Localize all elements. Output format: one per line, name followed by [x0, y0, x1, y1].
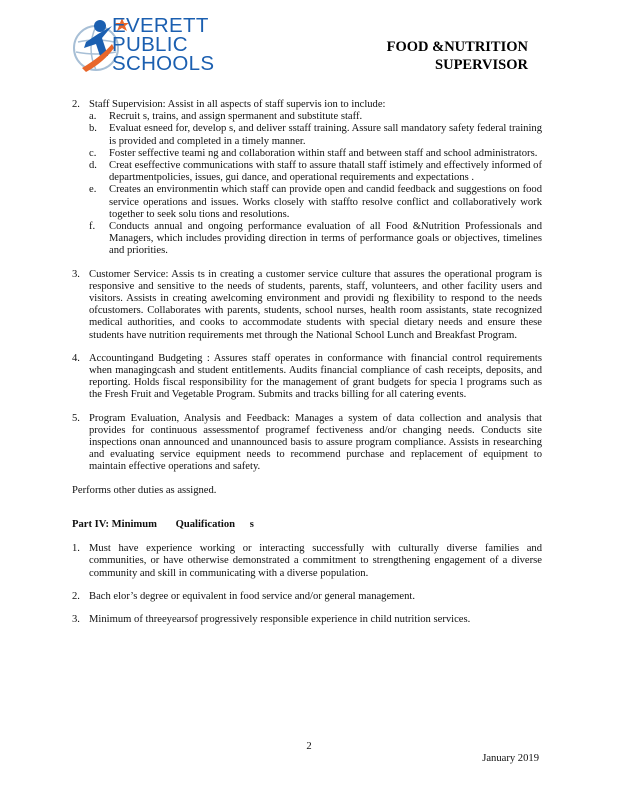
sub-item-text: Creates an environmentin which staff can provide open and candid feedback and suggestions on food service operations and issues. Works closely with staffto resolve conflict and collaboratively work together to seek solu tions and resolutions. [109, 184, 542, 220]
heading-part-a: Part IV: Minimum [72, 518, 157, 530]
sub-item-letter: d. [89, 160, 97, 172]
sub-item-text: Recruit s, trains, and assign spermanent and substitute staff. [109, 111, 363, 123]
logo-line: EVERETT [112, 14, 209, 37]
logo-line: SCHOOLS [112, 52, 215, 75]
sub-item-letter: a. [89, 111, 97, 123]
sub-item [89, 160, 542, 184]
part-iv-heading [72, 519, 542, 531]
duty-section-program-evaluation [72, 413, 542, 474]
heading-part-c: s [249, 518, 254, 530]
sub-item-letter: b. [89, 123, 97, 135]
page-number: 2 [306, 741, 312, 752]
qualification-text: Bach elor’s degree or equivalent in food service and/or general management. [89, 590, 416, 602]
section-text: Staff Supervision: Assist in all aspects of staff supervis ion to include: [89, 99, 386, 110]
section-number: 4. [72, 352, 80, 364]
heading-part-b: Qualification [175, 518, 236, 530]
other-duties-text: Performs other duties as assigned. [72, 484, 217, 496]
qualification-item [72, 614, 542, 626]
qualification-number: 1. [72, 543, 80, 555]
section-number: 5. [72, 412, 80, 424]
sub-item [89, 221, 542, 258]
sub-item-text: Creat eseffective communications with staff to assure thatall staff istimely and effectively informed of departmentpolicies, issues, gui dance, and operational requirements and expectations . [109, 160, 542, 184]
sub-item [89, 184, 542, 221]
title-line-2: SUPERVISOR [435, 57, 528, 73]
sub-item-text: Evaluat esneed for, develop s, and deliver sstaff training. Assure sall mandatory safety federal training is provided and completed in a timely manner. [109, 123, 542, 147]
sub-item-letter: c. [89, 147, 97, 159]
qualification-number: 2. [72, 590, 80, 602]
sub-item [89, 123, 542, 147]
duty-section-staff-supervision [72, 99, 542, 258]
document-body [72, 99, 542, 637]
section-text: Accountingand Budgeting : Assures staff operates in conformance with financial control requirements when managingcash and student entitlements. Audits financial compliance of cash receipts, deposits, and reporting. Holds fiscal responsibility for the management of grant budgets for specia l programs such as the Fresh Fruit and Vegetable Program. Submits and tracks billing for all catering events. [89, 352, 542, 401]
sub-item [89, 111, 542, 123]
logo-wordmark [112, 16, 214, 73]
section-number: 3. [72, 268, 80, 280]
document-title [387, 38, 528, 74]
sub-item-text: Foster seffective teami ng and collaboration within staff and between staff and school administrators. [109, 147, 538, 159]
sub-item-letter: e. [89, 184, 97, 196]
sub-item [89, 148, 542, 160]
sub-item-list [89, 111, 542, 257]
duty-section-accounting-budgeting [72, 353, 542, 402]
revision-date: January 2019 [482, 753, 539, 764]
title-line-1: FOOD &NUTRITION [386, 39, 528, 55]
section-number: 2. [72, 99, 80, 110]
duty-section-customer-service [72, 269, 542, 342]
qualification-text: Must have experience working or interacting successfully with culturally diverse families and communities, or have otherwise demonstrated a commitment to strengthening engagement of a diverse community and skill in communicating with a diverse population. [89, 543, 542, 579]
logo-line: PUBLIC [112, 33, 188, 56]
qualification-number: 3. [72, 613, 80, 625]
qualification-item [72, 591, 542, 603]
qualification-text: Minimum of threeyearsof progressively responsible experience in child nutrition services. [89, 613, 471, 625]
qualification-item [72, 543, 542, 580]
section-text: Program Evaluation, Analysis and Feedback: Manages a system of data collection and analysis that provides for continuous assessmentof programef fectiveness and/or changing needs. Conducts site inspections onan announced and unannounced basis to assure program compliance. Assists in researching and evaluating service equipment needs to recommend purchase and replacement of equipment to maintain effective operations and safety. [89, 412, 542, 473]
section-text: Customer Service: Assis ts in creating a customer service culture that assures the operational program is responsive and sensitive to the needs of students, parents, staff, volunteers, and other facility users and visitors. Assists in creating awelcoming environment and providi ng flexibility to respond to the needs ofcustomers. Collaborates with parents, students, school nurses, health room assistants, state recognized medical authorities, and cooks to accommodate students with special dietary needs and ensure these students have nutrition requirements met through the National School Lunch and Breakfast Program. [89, 268, 542, 341]
sub-item-letter: f. [89, 221, 96, 233]
sub-item-text: Conducts annual and ongoing performance evaluation of all Food &Nutrition Professionals and Managers, which includes providing direction in terms of performance goals or objectives, timelines and priorities. [109, 221, 542, 257]
